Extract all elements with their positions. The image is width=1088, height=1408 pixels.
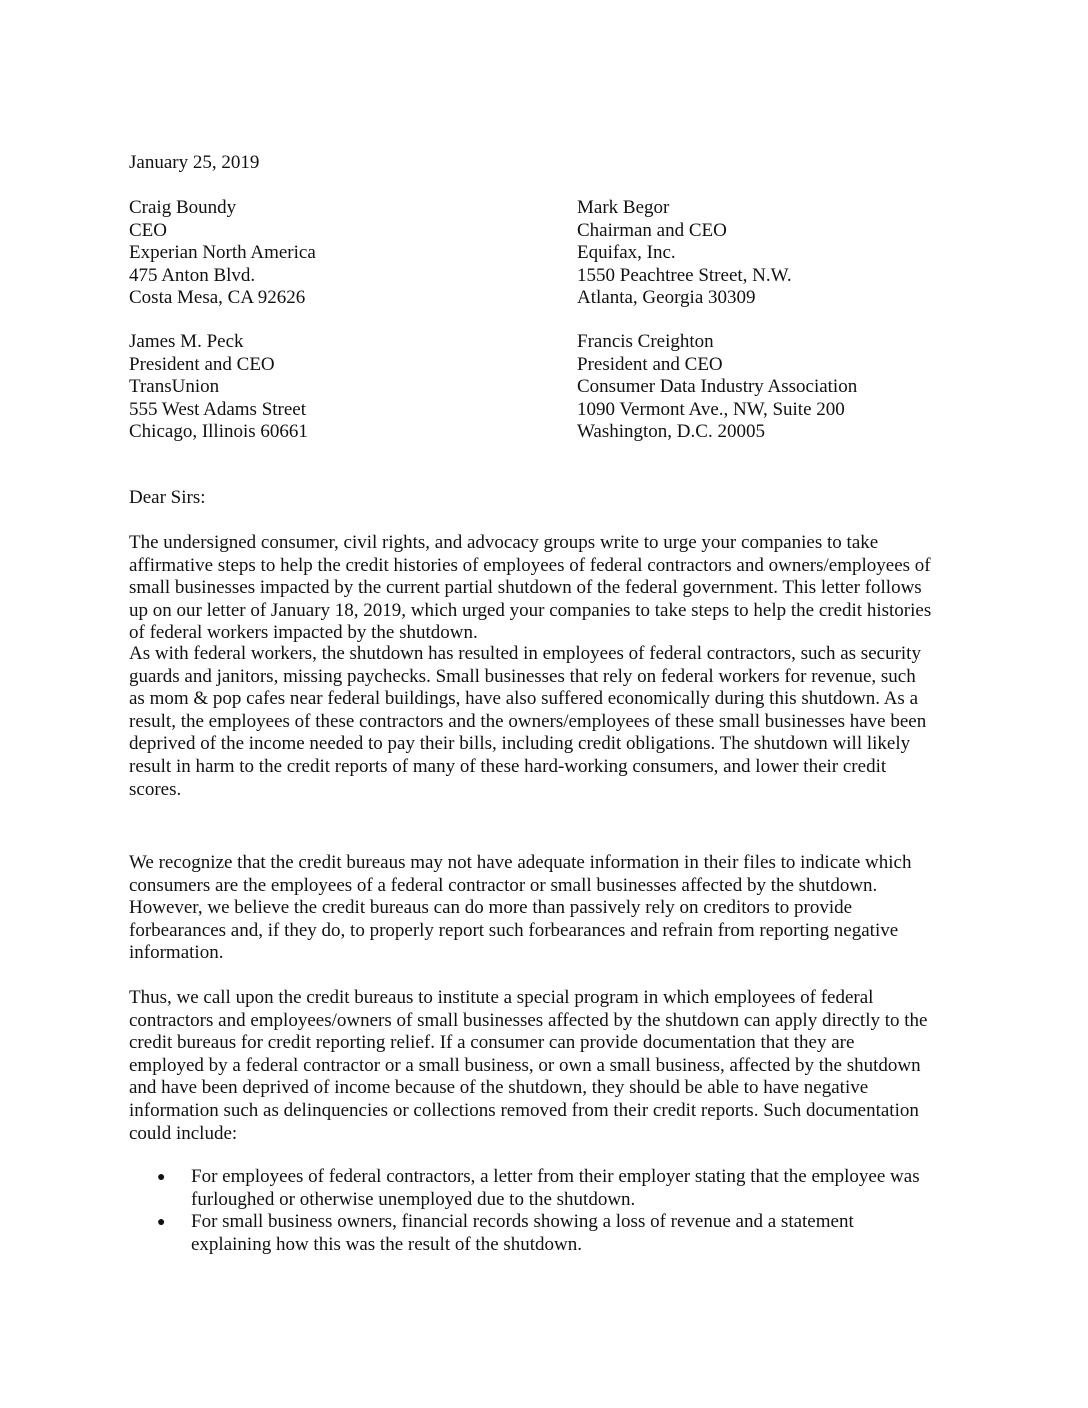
recipient-address-cdia [577, 331, 857, 444]
recipient-name: Mark Begor [577, 197, 670, 218]
recipient-address-experian [129, 197, 316, 310]
body-paragraph-2 [129, 643, 979, 801]
body-paragraph-3 [129, 852, 979, 965]
letter-date: January 25, 2019 [129, 152, 260, 173]
recipient-street: 555 West Adams Street [129, 398, 307, 420]
list-item [129, 1211, 979, 1256]
recipient-title: Chairman and CEO [577, 219, 727, 241]
paragraph-line: employed by a federal contractor or a small business, or own a small business, affected by the shutdown [129, 1054, 921, 1076]
recipient-name: James M. Peck [129, 331, 244, 352]
bullet-icon: ● [157, 1170, 166, 1185]
paragraph-line: result, the employees of these contractors and the owners/employees of these small businesses have been [129, 710, 927, 732]
paragraph-line: scores. [129, 778, 182, 800]
list-item [129, 1166, 979, 1211]
recipient-address-transunion [129, 331, 308, 444]
bullet-line: explaining how this was the result of the shutdown. [191, 1233, 583, 1255]
paragraph-line: forbearances and, if they do, to properly report such forbearances and refrain from reporting negative [129, 919, 899, 941]
bullet-line: For employees of federal contractors, a letter from their employer stating that the employee was [191, 1166, 920, 1187]
paragraph-line: could include: [129, 1122, 238, 1144]
recipient-city: Atlanta, Georgia 30309 [577, 287, 756, 309]
recipient-street: 1550 Peachtree Street, N.W. [577, 264, 792, 286]
body-paragraph-4 [129, 987, 979, 1145]
paragraph-line: contractors and employees/owners of small businesses affected by the shutdown can apply directly to the [129, 1009, 928, 1031]
paragraph-line: We recognize that the credit bureaus may not have adequate information in their files to indicate which [129, 852, 912, 873]
recipient-name: Francis Creighton [577, 331, 714, 352]
paragraph-line: However, we believe the credit bureaus can do more than passively rely on creditors to provide [129, 897, 853, 919]
recipient-organization: Equifax, Inc. [577, 242, 676, 264]
recipient-title: CEO [129, 219, 167, 241]
paragraph-line: Thus, we call upon the credit bureaus to institute a special program in which employees of federal [129, 987, 874, 1008]
paragraph-line: deprived of the income needed to pay their bills, including credit obligations. The shutdown will likely [129, 733, 911, 755]
paragraph-line: information. [129, 942, 224, 964]
paragraph-line: affirmative steps to help the credit histories of employees of federal contractors and owners/employees of [129, 554, 931, 576]
paragraph-line: result in harm to the credit reports of many of these hard-working consumers, and lower their credit [129, 755, 887, 777]
paragraph-line: as mom & pop cafes near federal buildings, have also suffered economically during this shutdown. As a [129, 688, 919, 710]
paragraph-line: up on our letter of January 18, 2019, which urged your companies to take steps to help the credit histories [129, 599, 932, 621]
paragraph-line: As with federal workers, the shutdown has resulted in employees of federal contractors, such as security [129, 643, 921, 664]
documentation-bullet-list [129, 1166, 979, 1256]
recipient-city: Chicago, Illinois 60661 [129, 421, 308, 443]
bullet-icon: ● [157, 1215, 166, 1231]
recipient-title: President and CEO [129, 353, 275, 375]
paragraph-line: small businesses impacted by the current partial shutdown of the federal government. This letter follows [129, 577, 922, 599]
recipient-title: President and CEO [577, 353, 723, 375]
paragraph-line: consumers are the employees of a federal contractor or small businesses affected by the shutdown. [129, 874, 878, 896]
body-paragraph-1 [129, 532, 979, 645]
recipient-city: Costa Mesa, CA 92626 [129, 287, 306, 309]
recipient-organization: TransUnion [129, 376, 220, 398]
recipient-name: Craig Boundy [129, 197, 237, 218]
bullet-line: For small business owners, financial records showing a loss of revenue and a statement [191, 1211, 854, 1233]
paragraph-line: The undersigned consumer, civil rights, and advocacy groups write to urge your companies to take [129, 532, 879, 553]
recipient-street: 475 Anton Blvd. [129, 264, 256, 286]
paragraph-line: and have been deprived of income because of the shutdown, they should be able to have negative [129, 1077, 869, 1099]
paragraph-line: information such as delinquencies or collections removed from their credit reports. Such documentation [129, 1099, 919, 1121]
recipient-organization: Experian North America [129, 242, 316, 264]
recipient-address-equifax [577, 197, 792, 310]
paragraph-line: of federal workers impacted by the shutdown. [129, 622, 478, 644]
paragraph-line: guards and janitors, missing paychecks. Small businesses that rely on federal workers for revenue, such [129, 665, 916, 687]
paragraph-line: credit bureaus for credit reporting relief. If a consumer can provide documentation that they are [129, 1032, 855, 1054]
bullet-line: furloughed or otherwise unemployed due to the shutdown. [191, 1188, 636, 1210]
recipient-organization: Consumer Data Industry Association [577, 376, 858, 398]
salutation: Dear Sirs: [129, 487, 206, 508]
recipient-city: Washington, D.C. 20005 [577, 421, 765, 443]
recipient-street: 1090 Vermont Ave., NW, Suite 200 [577, 398, 845, 420]
